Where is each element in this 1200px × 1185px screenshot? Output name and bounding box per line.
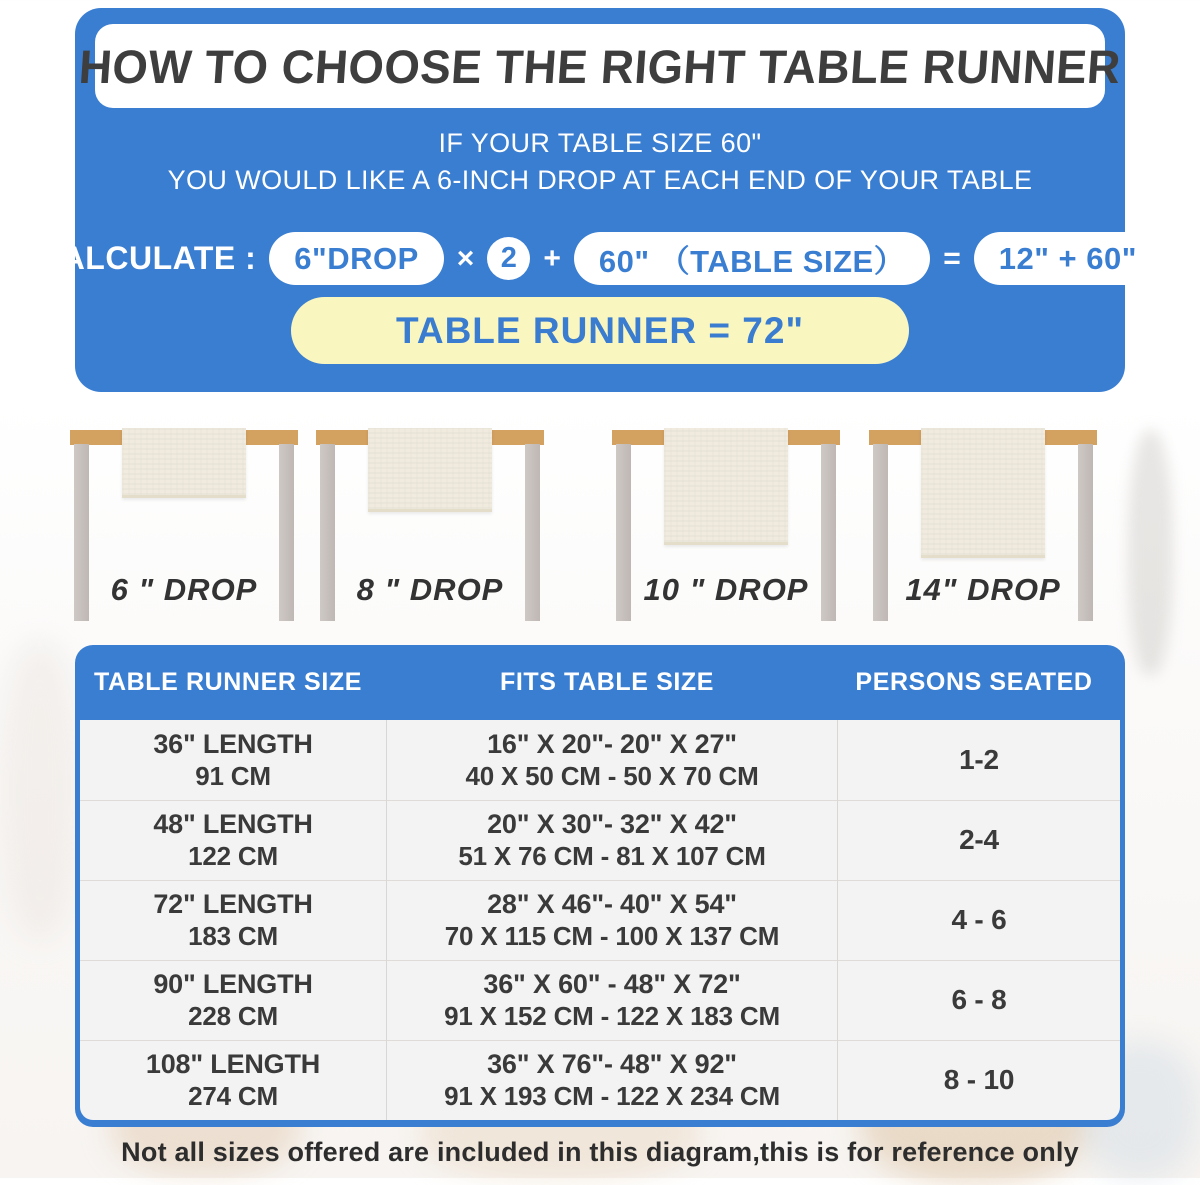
runner-size-cm: 122 CM xyxy=(188,841,278,872)
page-title: HOW TO CHOOSE THE RIGHT TABLE RUNNER xyxy=(77,39,1123,93)
drop-label: 8 " DROP xyxy=(356,572,504,607)
runner-size-inches: 90" LENGTH xyxy=(153,969,313,1000)
runner-size-cm: 91 CM xyxy=(195,760,271,791)
fits-size-cm: 51 X 76 CM - 81 X 107 CM xyxy=(458,841,766,872)
drop-pill: 6"DROP xyxy=(269,232,444,285)
drop-illustration-6 xyxy=(70,430,298,622)
title-box xyxy=(77,24,1123,108)
table-runner xyxy=(368,428,492,512)
runner-size-cm: 228 CM xyxy=(188,1001,278,1032)
multiplier-circle: 2 xyxy=(487,237,530,280)
cell-runner-size xyxy=(80,720,386,800)
subtitle-line-1: IF YOUR TABLE SIZE 60" xyxy=(438,128,762,158)
runner-size-cm: 183 CM xyxy=(188,921,278,952)
drop-illustration-14 xyxy=(869,430,1097,622)
size-table-panel xyxy=(75,645,1125,1127)
col-header-fits-size: FITS TABLE SIZE xyxy=(499,668,715,696)
header-panel xyxy=(38,8,1137,392)
equals-sign: = xyxy=(943,241,961,275)
cell-fits-size xyxy=(386,1040,838,1120)
col-header-persons: PERSONS SEATED xyxy=(855,668,1093,696)
cell-fits-size xyxy=(386,960,838,1040)
cell-persons: 2-4 xyxy=(838,800,1120,880)
table-runner xyxy=(664,428,788,545)
size-table-body xyxy=(80,720,1120,1120)
table-runner xyxy=(122,428,246,498)
calc-label: CALCULATE : xyxy=(38,240,257,276)
background-blur-shape xyxy=(0,640,80,940)
fits-size-inches: 16" X 20"- 20" X 27" xyxy=(487,728,737,759)
size-table-grid xyxy=(80,720,1120,1120)
cell-persons: 8 - 10 xyxy=(838,1040,1120,1120)
fits-size-inches: 36" X 60" - 48" X 72" xyxy=(483,969,741,1000)
cell-fits-size xyxy=(386,880,838,960)
plus-sign: + xyxy=(543,241,561,275)
runner-size-inches: 48" LENGTH xyxy=(153,809,313,840)
runner-size-inches: 108" LENGTH xyxy=(145,1049,321,1080)
fits-size-cm: 70 X 115 CM - 100 X 137 CM xyxy=(444,921,780,952)
cell-fits-size xyxy=(386,720,838,800)
size-table-header xyxy=(75,645,1125,720)
footnote: Not all sizes offered are included in this diagram,this is for reference only xyxy=(121,1137,1079,1167)
runner-size-inches: 36" LENGTH xyxy=(153,728,313,759)
drop-label: 14" DROP xyxy=(905,572,1061,607)
cell-runner-size xyxy=(80,960,386,1040)
fits-size-cm: 40 X 50 CM - 50 X 70 CM xyxy=(465,760,759,791)
cell-fits-size xyxy=(386,800,838,880)
runner-size-cm: 274 CM xyxy=(188,1081,278,1112)
sum-pill: 12" + 60" xyxy=(974,232,1162,285)
cell-persons: 6 - 8 xyxy=(838,960,1120,1040)
table-size-pill: 60" （TABLE SIZE） xyxy=(574,232,930,285)
cell-runner-size xyxy=(80,800,386,880)
multiply-sign: × xyxy=(456,241,475,275)
fits-size-inches: 28" X 46"- 40" X 54" xyxy=(487,889,737,920)
drop-illustration-8 xyxy=(316,430,544,622)
col-header-runner-size: TABLE RUNNER SIZE xyxy=(93,668,363,696)
cell-persons: 1-2 xyxy=(959,743,999,775)
cell-runner-size xyxy=(80,1040,386,1120)
fits-size-inches: 36" X 76"- 48" X 92" xyxy=(487,1049,737,1080)
fits-size-cm: 91 X 152 CM - 122 X 183 CM xyxy=(444,1001,780,1032)
fits-size-cm: 91 X 193 CM - 122 X 234 CM xyxy=(444,1081,780,1112)
background-blur-shape xyxy=(1128,430,1173,675)
subtitle-line-2: YOU WOULD LIKE A 6-INCH DROP AT EACH END OF YOUR TABLE xyxy=(167,165,1033,195)
calc-row xyxy=(38,232,1137,285)
table-runner xyxy=(921,428,1045,558)
drop-label: 10 " DROP xyxy=(643,572,809,607)
cell-persons: 4 - 6 xyxy=(838,880,1120,960)
runner-size-inches: 72" LENGTH xyxy=(153,889,313,920)
drop-label: 6 " DROP xyxy=(110,572,258,607)
fits-size-inches: 20" X 30"- 32" X 42" xyxy=(487,809,737,840)
drop-illustration-10 xyxy=(612,430,840,622)
result-pill: TABLE RUNNER = 72" xyxy=(291,297,909,364)
cell-runner-size xyxy=(80,880,386,960)
